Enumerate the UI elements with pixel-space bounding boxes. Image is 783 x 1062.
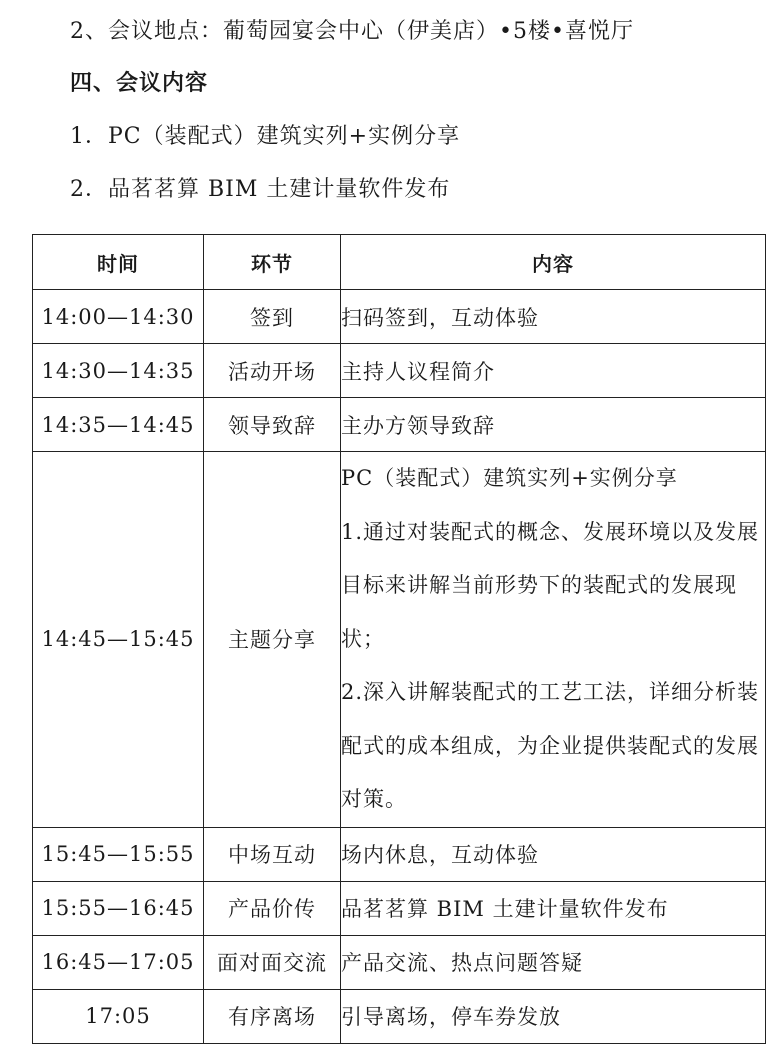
table-row: [33, 989, 766, 1043]
row-time: 16:45—17:05: [33, 935, 204, 989]
agenda-item-1: 1．PC（装配式）建筑实列+实例分享: [70, 124, 461, 149]
row-time: 15:45—15:55: [33, 827, 204, 881]
table-row: [33, 344, 766, 398]
row-segment: 活动开场: [204, 344, 341, 398]
row-segment: 签到: [204, 290, 341, 344]
table-row: [33, 452, 766, 828]
row-content: 扫码签到，互动体验: [341, 290, 766, 344]
row-time: 17:05: [33, 989, 204, 1043]
row-segment: 中场互动: [204, 827, 341, 881]
table-row: [33, 881, 766, 935]
header-content: 内容: [341, 235, 766, 290]
row-time: 14:00—14:30: [33, 290, 204, 344]
row-segment: 面对面交流: [204, 935, 341, 989]
row-time: 14:30—14:35: [33, 344, 204, 398]
row-segment: 领导致辞: [204, 398, 341, 452]
agenda-item-2: 2．品茗茗算 BIM 土建计量软件发布: [70, 177, 451, 202]
row-content: [341, 452, 766, 828]
table-row: [33, 290, 766, 344]
row-time: 15:55—16:45: [33, 881, 204, 935]
row-content: 场内休息，互动体验: [341, 827, 766, 881]
row-content: 产品交流、热点问题答疑: [341, 935, 766, 989]
header-segment: 环节: [204, 235, 341, 290]
row-segment: 产品价传: [204, 881, 341, 935]
table-row: [33, 398, 766, 452]
row-content: 品茗茗算 BIM 土建计量软件发布: [341, 881, 766, 935]
row-segment: 有序离场: [204, 989, 341, 1043]
agenda-table: [32, 234, 766, 1044]
content-title: PC（装配式）建筑实列+实例分享: [341, 466, 678, 490]
header-time: 时间: [33, 235, 204, 290]
row-content: 主持人议程简介: [341, 344, 766, 398]
row-content: 主办方领导致辞: [341, 398, 766, 452]
row-time: 14:35—14:45: [33, 398, 204, 452]
venue-line: 2、会议地点：葡萄园宴会中心（伊美店）•5楼•喜悦厅: [70, 19, 634, 44]
row-segment: 主题分享: [204, 452, 341, 828]
row-time: 14:45—15:45: [33, 452, 204, 828]
content-paragraph-2: 2.深入讲解装配式的工艺工法，详细分析装配式的成本组成，为企业提供装配式的发展对策。: [341, 680, 760, 811]
table-row: [33, 935, 766, 989]
section-heading: 四、会议内容: [70, 71, 209, 96]
row-content: 引导离场，停车券发放: [341, 989, 766, 1043]
content-paragraph-1: 1.通过对装配式的概念、发展环境以及发展目标来讲解当前形势下的装配式的发展现状；: [341, 519, 760, 651]
table-header-row: [33, 235, 766, 290]
table-row: [33, 827, 766, 881]
